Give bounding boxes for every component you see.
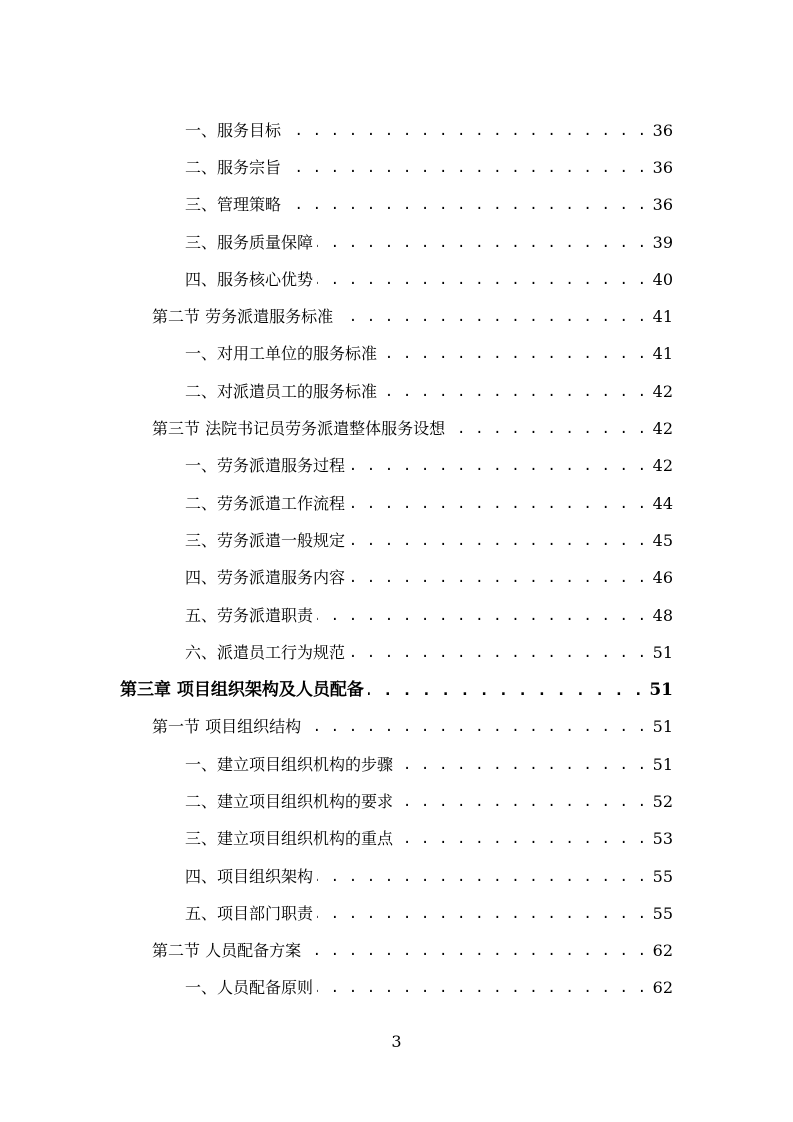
toc-entry-page: 36	[652, 120, 673, 140]
toc-entry-page: 36	[652, 157, 673, 177]
toc-entry-page: 41	[652, 344, 673, 364]
toc-dot-leader	[381, 344, 647, 364]
toc-dot-leader	[317, 233, 647, 253]
toc-dot-leader	[285, 121, 647, 141]
toc-entry-title: 一、服务目标	[185, 120, 282, 140]
toc-dot-leader	[397, 829, 647, 849]
toc-entry-title: 一、人员配备原则	[185, 978, 314, 998]
toc-entry-title: 第二节 劳务派遣服务标准	[152, 307, 334, 327]
toc-entry-page: 52	[652, 791, 673, 811]
toc-entry-item[interactable]	[0, 187, 793, 224]
toc-entry-title: 三、管理策略	[185, 195, 282, 215]
toc-entry-page: 36	[652, 195, 673, 215]
toc-entry-title: 第三章 项目组织架构及人员配备	[120, 680, 364, 701]
toc-dot-leader	[381, 382, 647, 402]
toc-entry-item[interactable]	[0, 970, 793, 1007]
page-number: 3	[391, 1032, 402, 1051]
toc-dot-leader	[305, 941, 647, 961]
toc-entry-title: 第二节 人员配备方案	[152, 941, 302, 961]
toc-dot-leader	[368, 680, 643, 700]
toc-entry-item[interactable]	[0, 783, 793, 820]
toc-entry-item[interactable]	[0, 634, 793, 671]
toc-entry-title: 四、项目组织架构	[185, 866, 314, 886]
toc-entry-page: 45	[652, 530, 673, 550]
toc-entry-page: 62	[652, 978, 673, 998]
toc-entry-title: 二、服务宗旨	[185, 157, 282, 177]
toc-dot-leader	[449, 419, 647, 439]
toc-dot-leader	[349, 568, 647, 588]
toc-entry-page: 62	[652, 941, 673, 961]
toc-entry-title: 四、劳务派遣服务内容	[185, 568, 346, 588]
toc-entry-title: 三、服务质量保障	[185, 232, 314, 252]
toc-entry-item[interactable]	[0, 485, 793, 522]
toc-entry-section[interactable]	[0, 410, 793, 447]
toc-entry-page: 42	[652, 456, 673, 476]
toc-entry-title: 二、建立项目组织机构的要求	[185, 791, 394, 811]
table-of-contents	[0, 112, 793, 1007]
toc-dot-leader	[349, 456, 647, 476]
toc-entry-title: 五、项目部门职责	[185, 903, 314, 923]
toc-dot-leader	[317, 270, 647, 290]
toc-entry-item[interactable]	[0, 858, 793, 895]
toc-entry-page: 42	[652, 419, 673, 439]
toc-entry-title: 六、派遣员工行为规范	[185, 642, 346, 662]
toc-dot-leader	[349, 643, 647, 663]
toc-entry-title: 二、劳务派遣工作流程	[185, 493, 346, 513]
toc-entry-title: 一、对用工单位的服务标准	[185, 344, 378, 364]
toc-entry-page: 44	[652, 493, 673, 513]
toc-entry-title: 一、劳务派遣服务过程	[185, 456, 346, 476]
toc-dot-leader	[305, 717, 647, 737]
toc-entry-page: 41	[652, 307, 673, 327]
toc-dot-leader	[317, 867, 647, 887]
toc-entry-section[interactable]	[0, 933, 793, 970]
toc-entry-item[interactable]	[0, 336, 793, 373]
toc-entry-section[interactable]	[0, 709, 793, 746]
toc-dot-leader	[349, 531, 647, 551]
toc-entry-page: 55	[652, 903, 673, 923]
toc-entry-page: 39	[652, 232, 673, 252]
toc-entry-item[interactable]	[0, 224, 793, 261]
toc-entry-section[interactable]	[0, 298, 793, 335]
toc-dot-leader	[397, 792, 647, 812]
toc-entry-item[interactable]	[0, 895, 793, 932]
toc-entry-page: 48	[652, 605, 673, 625]
toc-dot-leader	[317, 978, 647, 998]
toc-entry-title: 五、劳务派遣职责	[185, 605, 314, 625]
toc-dot-leader	[285, 158, 647, 178]
toc-entry-item[interactable]	[0, 261, 793, 298]
toc-entry-title: 第三节 法院书记员劳务派遣整体服务设想	[152, 419, 446, 439]
toc-dot-leader	[349, 494, 647, 514]
toc-entry-page: 51	[649, 680, 673, 701]
toc-entry-page: 51	[652, 754, 673, 774]
toc-entry-title: 四、服务核心优势	[185, 269, 314, 289]
toc-entry-item[interactable]	[0, 746, 793, 783]
toc-entry-item[interactable]	[0, 373, 793, 410]
toc-entry-item[interactable]	[0, 112, 793, 149]
toc-entry-page: 55	[652, 866, 673, 886]
toc-entry-page: 51	[652, 642, 673, 662]
toc-entry-item[interactable]	[0, 149, 793, 186]
toc-entry-title: 第一节 项目组织结构	[152, 717, 302, 737]
toc-entry-page: 51	[652, 717, 673, 737]
toc-entry-title: 三、劳务派遣一般规定	[185, 530, 346, 550]
toc-dot-leader	[317, 904, 647, 924]
toc-entry-item[interactable]	[0, 597, 793, 634]
toc-entry-page: 53	[652, 829, 673, 849]
toc-dot-leader	[317, 606, 647, 626]
toc-entry-page: 40	[652, 269, 673, 289]
toc-dot-leader	[285, 195, 647, 215]
toc-entry-item[interactable]	[0, 821, 793, 858]
toc-entry-title: 二、对派遣员工的服务标准	[185, 381, 378, 401]
toc-dot-leader	[337, 307, 647, 327]
toc-dot-leader	[397, 755, 647, 775]
toc-entry-title: 三、建立项目组织机构的重点	[185, 829, 394, 849]
toc-entry-title: 一、建立项目组织机构的步骤	[185, 754, 394, 774]
toc-entry-page: 46	[652, 568, 673, 588]
toc-entry-item[interactable]	[0, 560, 793, 597]
toc-entry-page: 42	[652, 381, 673, 401]
toc-entry-item[interactable]	[0, 522, 793, 559]
toc-entry-chapter[interactable]	[0, 671, 793, 708]
toc-entry-item[interactable]	[0, 448, 793, 485]
